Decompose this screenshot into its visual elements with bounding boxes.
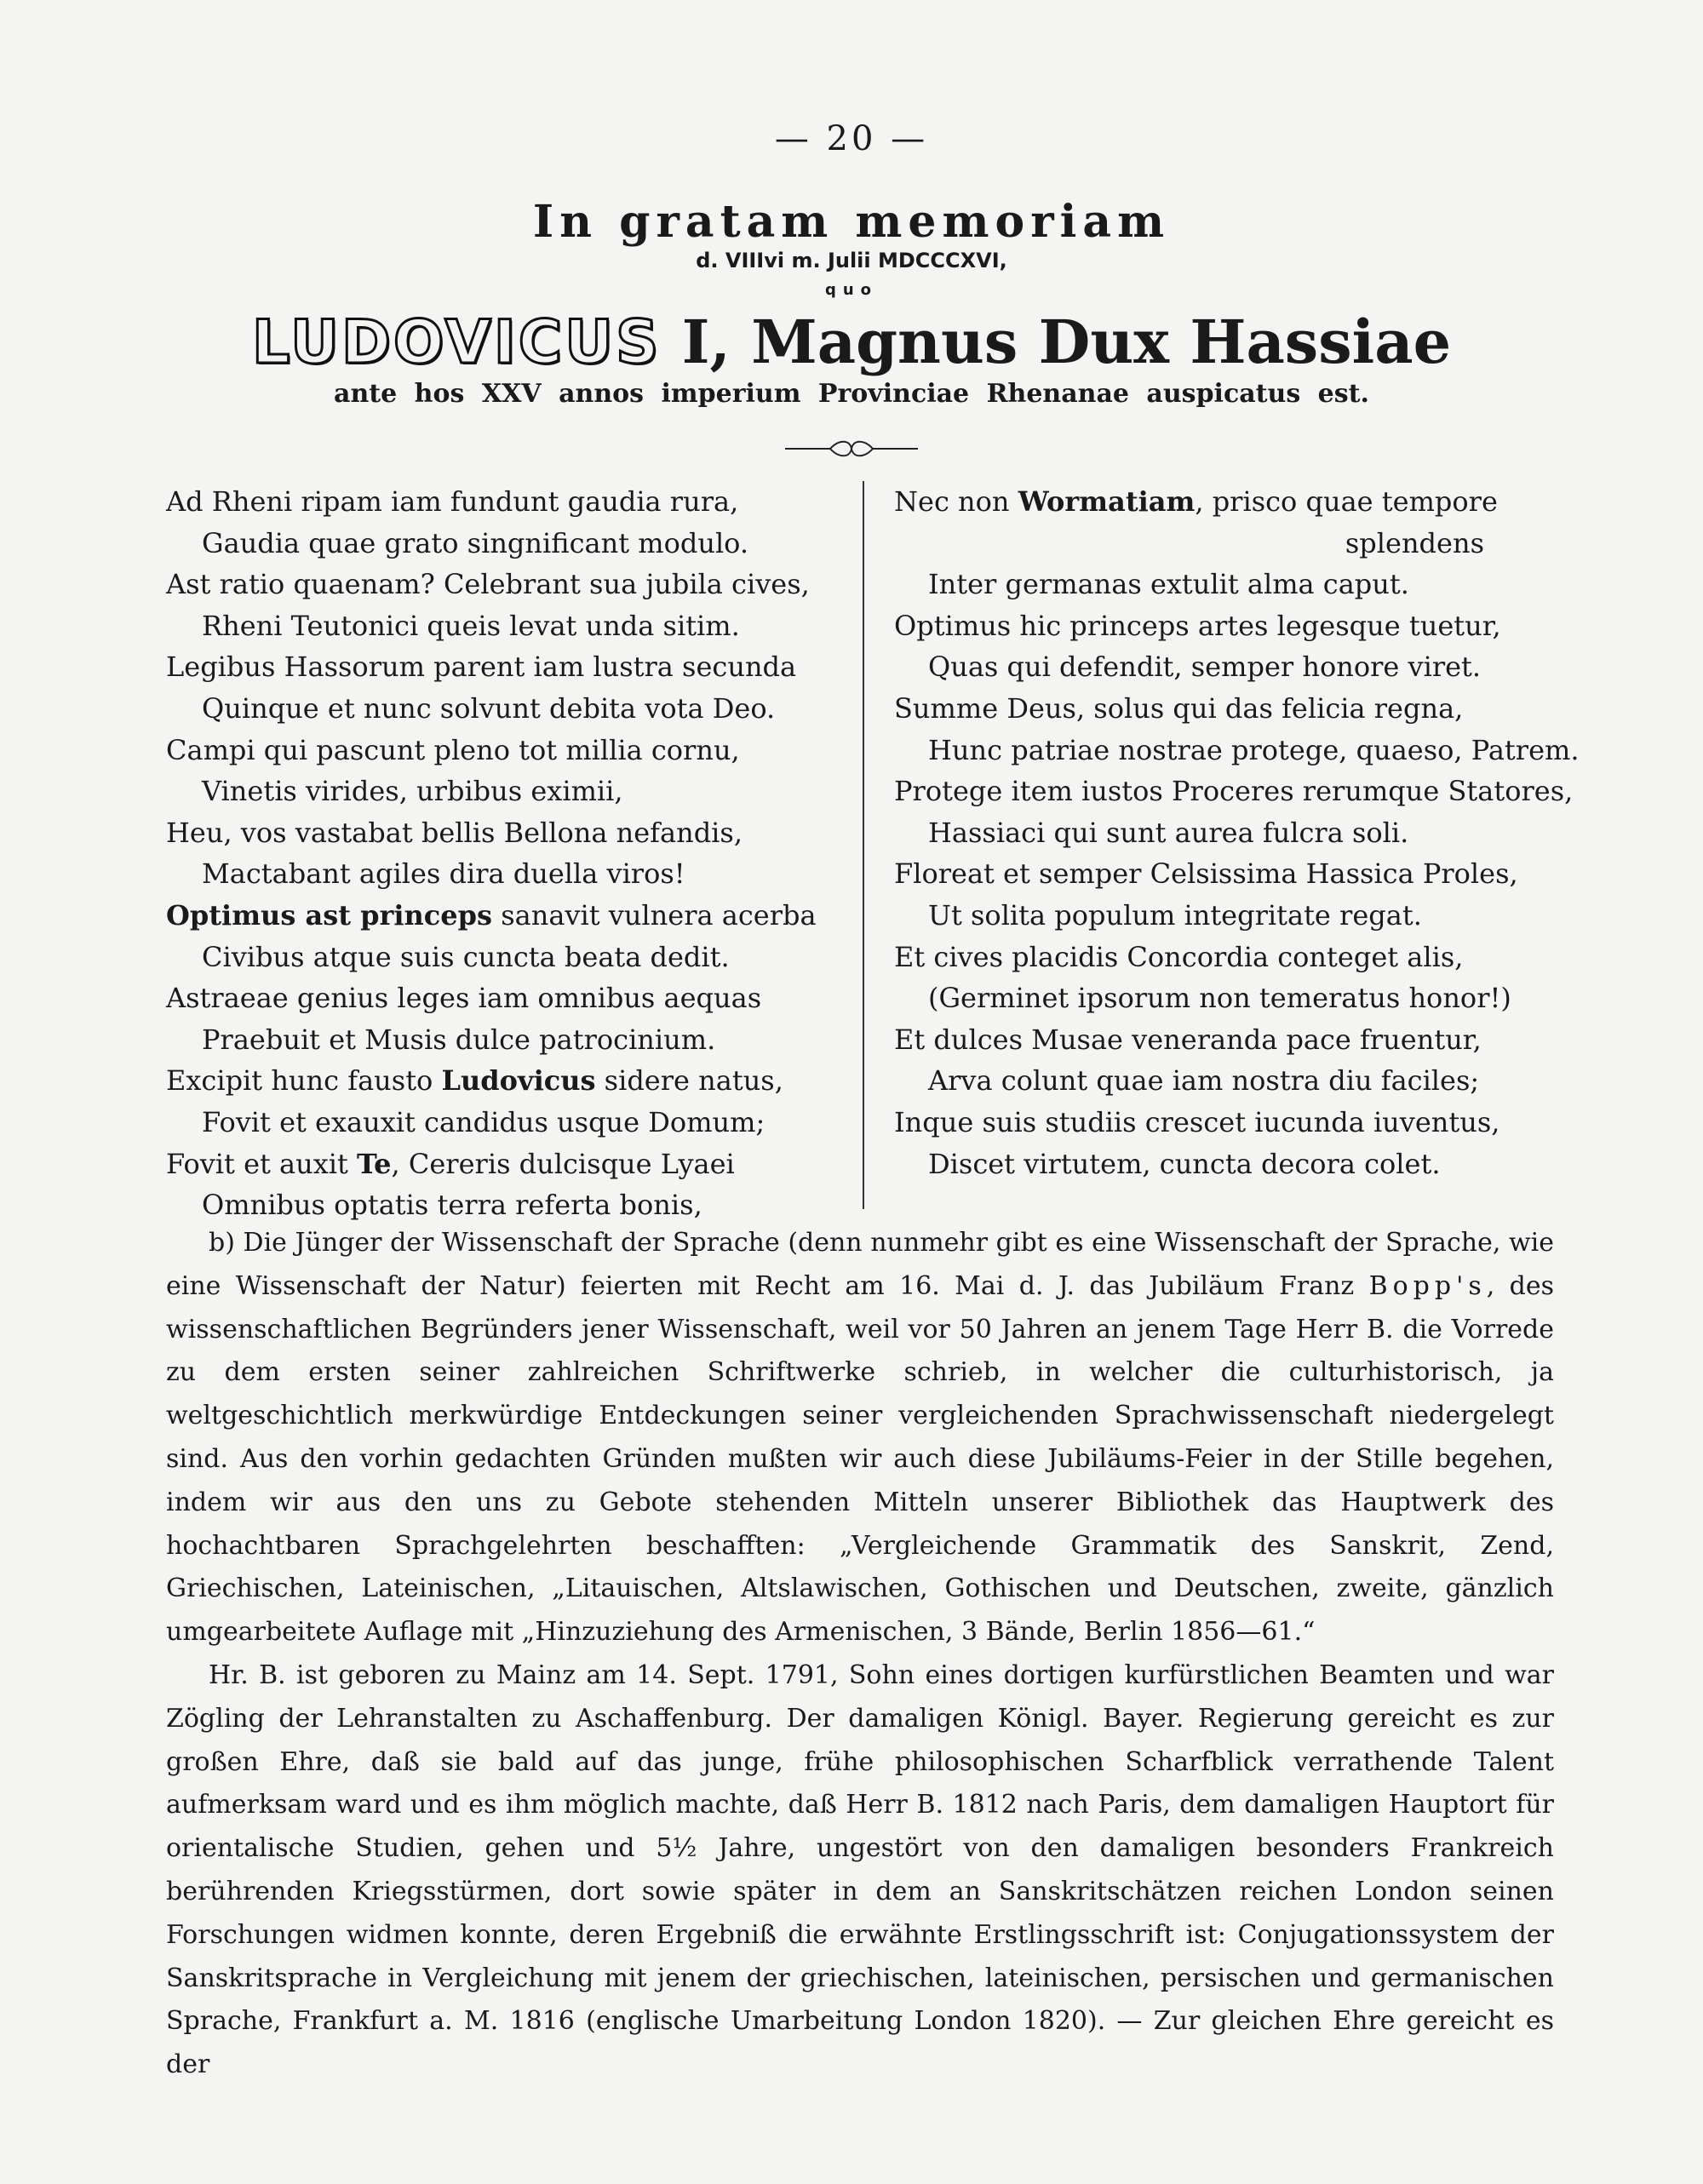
ruler-first-name: LUDOVICUS	[251, 307, 662, 377]
poem-line: Rheni Teutonici queis levat unda sitim.	[202, 609, 740, 642]
poem-line: Quas qui defendit, semper honore viret.	[928, 651, 1482, 684]
poem-line: Heu, vos vastabat bellis Bellona nefandis,	[166, 816, 743, 849]
poem-text: Nec non	[894, 485, 1018, 518]
ornament-divider	[783, 436, 920, 461]
poem-line: Optimus hic princeps artes legesque tuetur,	[894, 609, 1501, 642]
poem-line: Discet virtutem, cuncta decora colet.	[928, 1147, 1441, 1180]
poem-line: Protege item iustos Proceres rerumque Statores,	[894, 775, 1574, 808]
poem-text: sidere natus,	[595, 1064, 783, 1098]
poem-line: Inque suis studiis crescet iucunda iuventus,	[894, 1105, 1500, 1138]
poem-text: , Cereris dulcisque Lyaei	[391, 1147, 735, 1180]
poem-line: Astraeae genius leges iam omnibus aequas	[166, 982, 762, 1015]
column-divider	[863, 481, 864, 1209]
poem-line: Vinetis virides, urbibus eximii,	[202, 775, 623, 808]
poem-line: Summe Deus, solus qui das felicia regna,	[894, 691, 1464, 725]
ruler-title: I, Magnus Dux Hassiae	[661, 307, 1452, 377]
prose-section	[166, 1222, 1554, 2087]
poem-line: Et cives placidis Concordia conteget alis,	[894, 940, 1464, 973]
poem-line: Fovit et exauxit candidus usque Domum;	[202, 1105, 765, 1138]
poem-text: sanavit vulnera acerba	[492, 898, 817, 931]
poem-line: Ad Rheni ripam iam fundunt gaudia rura,	[166, 485, 739, 518]
poem-line: Mactabant agiles dira duella viros!	[202, 857, 685, 891]
poem	[166, 481, 1580, 1222]
poem-line-continuation: splendens	[1345, 526, 1484, 559]
ruler-name	[0, 307, 1703, 377]
poem-line: Ast ratio quaenam? Celebrant sua jubila cives,	[166, 568, 810, 601]
poem-text: , prisco quae tempore	[1195, 485, 1498, 518]
paragraph-text: , des wissenschaftlichen Begründers jener Wissenschaft, weil vor 50 Jahren an jenem Tage Herr B. die Vorrede zu dem ersten seiner zahlreichen Schriftwerke schrieb, in welcher die culturhistorisch, ja weltgeschichtlich merkwürdige Entdeckungen seiner vergleichenden Sprachwissenschaft niedergelegt sind. Aus den vorhin gedachten Gründen mußten wir auch diese Jubiläums-Feier in der Stille begehen, indem wir aus den uns zu Gebote stehenden Mitteln unserer Bibliothek das Hauptwerk des hochachtbaren Sprachgelehrten beschafften: „Vergleichende Grammatik des Sanskrit, Zend, Griechischen, Lateinischen, „Litauischen, Altslawischen, Gothischen und Deutschen, zweite, gänzlich umgearbeitete Auflage mit „Hinzuziehung des Armenischen, 3 Bände, Berlin 1856—61.“	[166, 1270, 1554, 1648]
poem-line: Hunc patriae nostrae protege, quaeso, Patrem.	[928, 733, 1580, 766]
poem-line: Inter germanas extulit alma caput.	[928, 568, 1409, 601]
poem-text: Excipit hunc fausto	[166, 1064, 442, 1098]
poem-line: (Germinet ipsorum non temeratus honor!)	[928, 982, 1511, 1015]
poem-line: Gaudia quae grato singnificant modulo.	[202, 526, 749, 559]
subtitle-line: ante hos XXV annos imperium Provinciae Rhenanae auspicatus est.	[334, 379, 1369, 409]
poem-line	[166, 1144, 847, 1185]
poem-right-column	[894, 481, 1580, 1184]
paragraph-text: b) Die Jünger der Wissenschaft der Sprache (denn nunmehr gibt es eine Wissenschaft der Sprache, wie eine Wissenschaft der Natur) feierten mit Recht am 16. Mai d. J. das Jubiläum Franz	[166, 1228, 1554, 1301]
title: In gratam memoriam	[532, 196, 1171, 248]
poem-emphasis: Te	[357, 1147, 392, 1180]
poem-line: Hassiaci qui sunt aurea fulcra soli.	[928, 816, 1409, 849]
poem-line: Campi qui pascunt pleno tot millia cornu,	[166, 733, 740, 766]
poem-line: Legibus Hassorum parent iam lustra secunda	[166, 651, 797, 684]
poem-line: Omnibus optatis terra referta bonis,	[202, 1189, 702, 1222]
poem-emphasis: Optimus ast princeps	[166, 898, 493, 931]
poem-line: Arva colunt quae iam nostra diu faciles;	[928, 1064, 1480, 1098]
poem-left-column	[166, 481, 847, 1226]
dateline: d. VIIIvi m. Julii MDCCCXVI,	[696, 249, 1007, 272]
paragraph-bopp-biography: Hr. B. ist geboren zu Mainz am 14. Sept. 1791, Sohn eines dortigen kurfürstlichen Beamten und war Zögling der Lehranstalten zu Aschaffenburg. Der damaligen Königl. Bayer. Regierung gereicht es zur großen Ehre, daß sie bald auf das junge, frühe philosophischen Scharfblick verrathende Talent aufmerksam ward und es ihm möglich machte, daß Herr B. 1812 nach Paris, dem damaligen Hauptort für orientalische Studien, gehen und 5½ Jahre, ungestört von den damaligen besonders Frankreich berührenden Kriegsstürmen, dort sowie später in dem an Sanskritschätzen reichen London seinen Forschungen widmen konnte, deren Ergebniß die erwähnte Erstlingsschrift ist: Conjugationssystem der Sanskritsprache in Vergleichung mit jenem der griechischen, lateinischen, persischen und germanischen Sprache, Frankfurt a. M. 1816 (englische Umarbeitung London 1820). — Zur gleichen Ehre gereicht es der	[166, 1659, 1554, 2080]
poem-line: Floreat et semper Celsissima Hassica Proles,	[894, 857, 1518, 891]
bopp-name: Bopp's	[1368, 1270, 1487, 1301]
poem-emphasis: Wormatiam	[1018, 485, 1196, 518]
poem-line	[894, 481, 1563, 523]
page-number: — 20 —	[774, 119, 929, 158]
poem-line: Quinque et nunc solvunt debita vota Deo.	[202, 691, 776, 725]
quo-line: quo	[824, 281, 879, 299]
poem-emphasis: Ludovicus	[441, 1064, 596, 1098]
poem-text: Fovit et auxit	[166, 1147, 358, 1180]
poem-line: Ut solita populum integritate regat.	[928, 898, 1422, 931]
paragraph-bopp-jubilee	[166, 1222, 1554, 1654]
poem-line: Civibus atque suis cuncta beata dedit.	[202, 940, 730, 973]
poem-line: Praebuit et Musis dulce patrocinium.	[202, 1023, 716, 1056]
poem-line	[166, 895, 847, 937]
poem-line	[166, 1060, 847, 1102]
poem-line: Et dulces Musae veneranda pace fruentur,	[894, 1023, 1482, 1056]
